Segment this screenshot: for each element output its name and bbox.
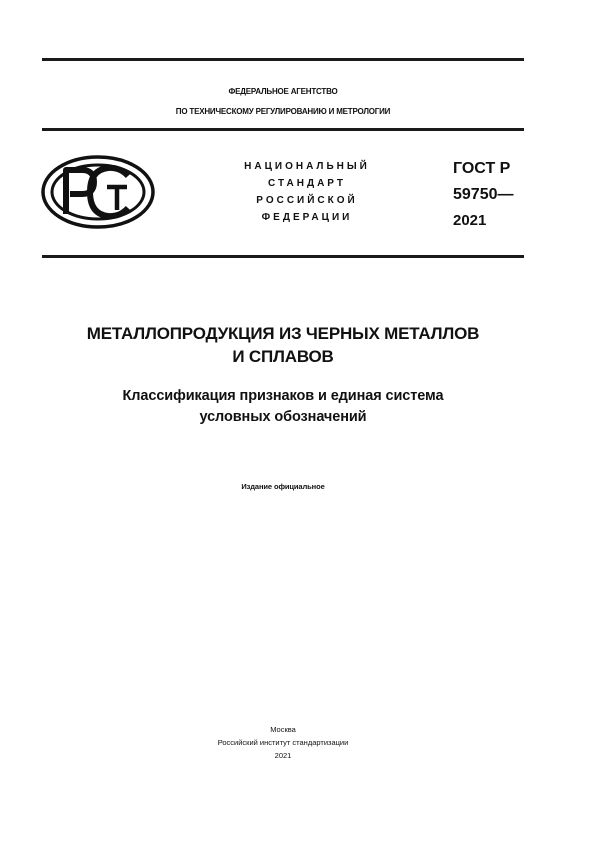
lower-rule	[42, 255, 524, 258]
national-standard-label	[222, 158, 392, 226]
agency-line-2: ПО ТЕХНИЧЕСКОМУ РЕГУЛИРОВАНИЮ И МЕТРОЛОГИИ	[175, 107, 391, 116]
rst-logo-icon	[40, 154, 156, 230]
title-line-2: И СПЛАВОВ	[232, 347, 334, 366]
publisher-year: 2021	[274, 751, 292, 760]
designation-line-3: 2021	[453, 212, 487, 229]
document-subtitle	[42, 386, 524, 428]
agency-header	[42, 82, 524, 122]
subtitle-line-1: Классификация признаков и единая система	[122, 388, 444, 404]
publisher-city: Москва	[270, 725, 296, 734]
designation-line-1: ГОСТ Р	[453, 160, 511, 177]
publisher-name: Российский институт стандартизации	[217, 738, 349, 747]
edition-note: Издание официальное	[241, 482, 325, 491]
standard-designation	[453, 156, 514, 234]
publisher-block	[42, 723, 524, 762]
upper-rule	[42, 128, 524, 131]
top-rule	[42, 58, 524, 61]
subtitle-line-2: условных обозначений	[199, 409, 367, 425]
national-line-4: ФЕДЕРАЦИИ	[261, 212, 353, 223]
designation-line-2: 59750—	[453, 186, 514, 203]
document-title	[42, 322, 524, 368]
national-line-2: СТАНДАРТ	[268, 178, 346, 189]
agency-line-1: ФЕДЕРАЛЬНОЕ АГЕНТСТВО	[228, 87, 338, 96]
national-line-3: РОССИЙСКОЙ	[256, 195, 358, 206]
title-line-1: МЕТАЛЛОПРОДУКЦИЯ ИЗ ЧЕРНЫХ МЕТАЛЛОВ	[86, 324, 480, 343]
national-line-1: НАЦИОНАЛЬНЫЙ	[244, 161, 370, 172]
